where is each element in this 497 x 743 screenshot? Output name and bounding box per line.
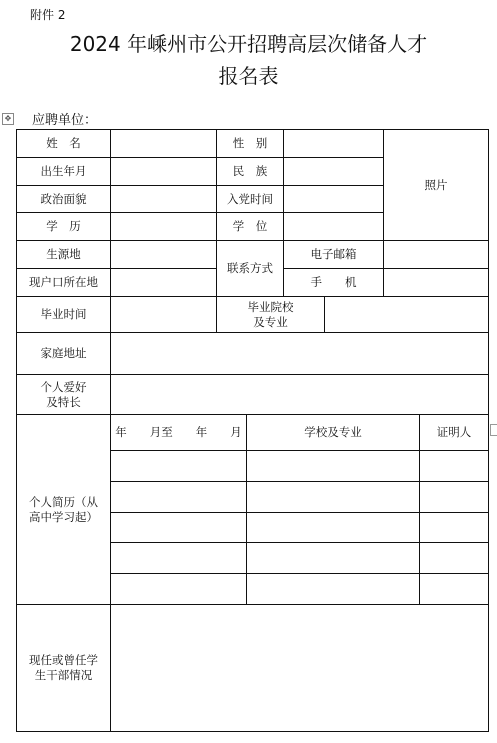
grid-line: [110, 512, 489, 513]
input-origin[interactable]: [111, 241, 216, 268]
input-grad-time[interactable]: [111, 297, 216, 332]
photo-box[interactable]: 照片: [424, 177, 448, 192]
label-grad-time: 毕业时间: [40, 307, 87, 321]
label-hukou: 现户口所在地: [29, 275, 98, 289]
table-move-handle-icon[interactable]: ✥: [2, 113, 14, 125]
input-grad-school[interactable]: [325, 297, 488, 332]
label-resume: 个人简历（从 高中学习起）: [29, 494, 98, 524]
input-ethnicity[interactable]: [284, 158, 383, 185]
label-degree: 学 位: [232, 219, 268, 233]
table-border-bottom: [16, 731, 489, 732]
table-border-right: [488, 129, 489, 732]
unit-label: 应聘单位：: [32, 113, 98, 128]
grid-line: [110, 542, 489, 543]
label-origin: 生源地: [46, 247, 81, 261]
grid-line: [110, 481, 489, 482]
input-name[interactable]: [111, 130, 216, 157]
input-political[interactable]: [111, 186, 216, 212]
input-party-date[interactable]: [284, 186, 383, 212]
label-party-date: 入党时间: [227, 191, 273, 206]
input-hobby[interactable]: [111, 375, 488, 414]
input-gender[interactable]: [284, 130, 383, 157]
label-political: 政治面貌: [40, 191, 87, 206]
label-address: 家庭地址: [40, 346, 87, 360]
label-name: 姓 名: [46, 136, 81, 150]
input-education[interactable]: [111, 213, 216, 240]
input-birth[interactable]: [111, 158, 216, 185]
resume-header-period: 年 月至 年 月: [115, 425, 242, 439]
label-email: 电子邮箱: [310, 247, 357, 261]
label-grad-school: 毕业院校 及专业: [247, 299, 294, 329]
label-cadre: 现任或曾任学 生干部情况: [29, 653, 98, 682]
label-hobby: 个人爱好 及特长: [40, 379, 87, 409]
label-ethnicity: 民 族: [232, 164, 268, 178]
input-degree[interactable]: [284, 213, 383, 240]
grid-line: [110, 450, 489, 451]
resume-header-witness: 证明人: [436, 425, 472, 439]
label-phone: 手 机: [310, 275, 357, 289]
input-phone[interactable]: [384, 269, 488, 296]
page-title: 2024 年嵊州市公开招聘高层次储备人才: [69, 32, 428, 56]
resume-header-school: 学校及专业: [304, 425, 362, 439]
label-contact: 联系方式: [227, 261, 273, 275]
grid-line: [110, 573, 489, 574]
label-gender: 性 别: [232, 136, 268, 150]
input-hukou[interactable]: [111, 269, 216, 296]
page-title-line2: 报名表: [218, 64, 279, 88]
label-birth: 出生年月: [40, 164, 87, 178]
input-address[interactable]: [111, 333, 488, 374]
label-education: 学 历: [46, 219, 81, 233]
input-cadre[interactable]: [111, 605, 488, 731]
table-resize-handle-icon[interactable]: [490, 424, 497, 436]
attachment-label: 附件 2: [30, 8, 66, 22]
input-email[interactable]: [384, 241, 488, 268]
